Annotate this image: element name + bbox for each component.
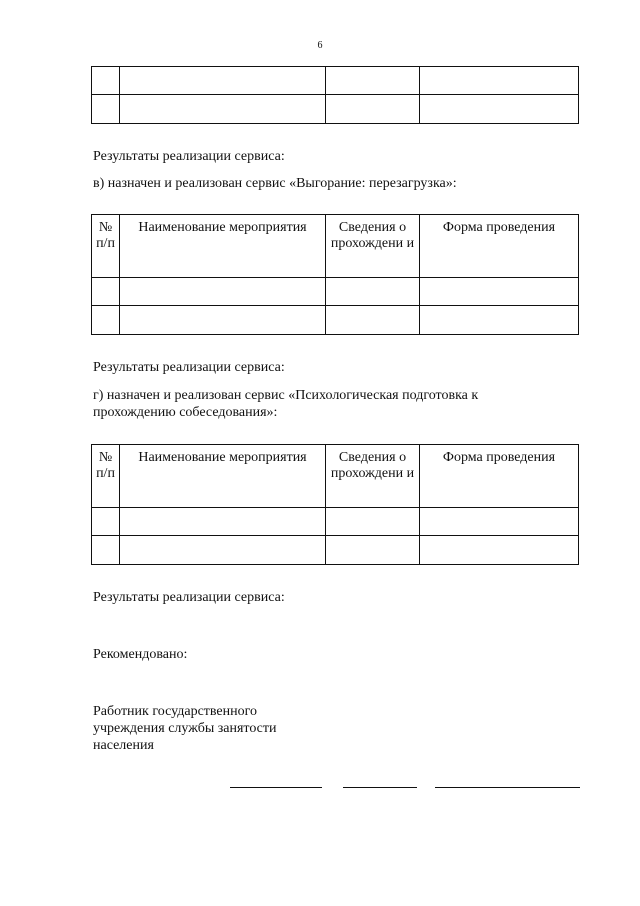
signature-title-line3: населения [93, 738, 154, 753]
table-cell [420, 508, 579, 536]
header-info: Сведения о прохождени и [326, 215, 420, 278]
table-cell [120, 508, 326, 536]
signature-title-line2: учреждения службы занятости [93, 721, 277, 736]
table-cell [326, 95, 420, 124]
table-header-row [92, 445, 579, 508]
table-cell [326, 306, 420, 335]
results-label: Результаты реализации сервиса: [93, 149, 285, 164]
results-label: Результаты реализации сервиса: [93, 590, 285, 605]
header-name: Наименование мероприятия [120, 445, 326, 508]
table-cell [92, 278, 120, 306]
table-cell [420, 95, 579, 124]
signature-line-name [435, 787, 580, 788]
section-g-title-line1: г) назначен и реализован сервис «Психологическая подготовка к [93, 388, 479, 403]
table-row [92, 67, 579, 95]
table-row [92, 508, 579, 536]
table-section-v [91, 214, 579, 335]
signature-title-line1: Работник государственного [93, 704, 258, 719]
table-row [92, 278, 579, 306]
recommended-label: Рекомендовано: [93, 647, 188, 662]
header-form: Форма проведения [420, 215, 579, 278]
signature-line-signature [343, 787, 417, 788]
table-cell [120, 278, 326, 306]
table-cell [120, 95, 326, 124]
table-cell [120, 536, 326, 565]
header-num: № п/п [92, 215, 120, 278]
table-cell [420, 278, 579, 306]
table-cell [120, 67, 326, 95]
results-label: Результаты реализации сервиса: [93, 360, 285, 375]
header-info: Сведения о прохождени и [326, 445, 420, 508]
table-cell [92, 306, 120, 335]
table-cell [92, 95, 120, 124]
table-cell [92, 536, 120, 565]
table-cell [420, 67, 579, 95]
table-cell [92, 67, 120, 95]
table-cell [326, 508, 420, 536]
table-row [92, 536, 579, 565]
section-v-title: в) назначен и реализован сервис «Выгорание: перезагрузка»: [93, 176, 457, 191]
table-row [92, 306, 579, 335]
table-cell [92, 508, 120, 536]
table-cell [420, 306, 579, 335]
table-cell [326, 67, 420, 95]
table-section-g [91, 444, 579, 565]
table-cell [326, 278, 420, 306]
section-g-title-line2: прохождению собеседования»: [93, 405, 278, 420]
header-name: Наименование мероприятия [120, 215, 326, 278]
table-row [92, 95, 579, 124]
table-cell [420, 536, 579, 565]
signature-line-position [230, 787, 322, 788]
table-header-row [92, 215, 579, 278]
table-cell [120, 306, 326, 335]
table-cell [326, 536, 420, 565]
header-form: Форма проведения [420, 445, 579, 508]
page-number: 6 [317, 40, 323, 51]
table-continuation [91, 66, 579, 124]
header-num: № п/п [92, 445, 120, 508]
